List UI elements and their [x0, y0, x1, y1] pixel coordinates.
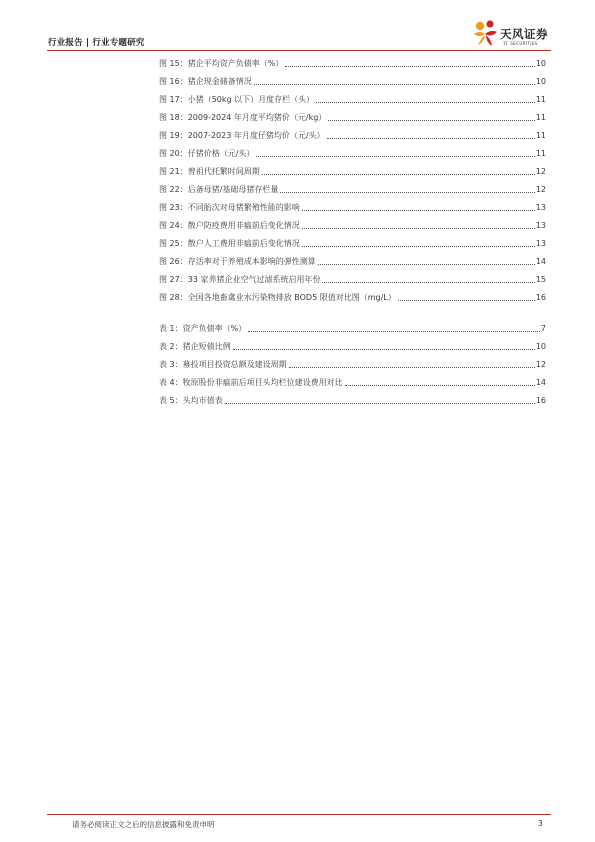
toc-dot-leader [345, 385, 535, 386]
footer-disclaimer: 请务必阅读正文之后的信息披露和免责申明 [72, 820, 215, 829]
toc-entry-page: 13 [535, 239, 546, 248]
toc-entry-figure-21[interactable] [159, 165, 546, 177]
toc-dot-leader [248, 331, 540, 332]
toc-dot-leader [233, 349, 535, 350]
toc-dot-leader [262, 174, 535, 175]
toc-entry-page: 11 [535, 95, 546, 104]
toc-entry-figure-18[interactable] [159, 111, 546, 123]
toc-dot-leader [322, 282, 534, 283]
toc-entry-label: 图 20：仔猪价格（元/头） [159, 149, 255, 158]
tf-logo-icon [470, 18, 500, 48]
toc-entry-figure-24[interactable] [159, 219, 546, 231]
toc-entry-figure-19[interactable] [159, 129, 546, 141]
toc-entry-page: 16 [535, 396, 546, 405]
toc-dot-leader [289, 367, 535, 368]
footer-page-number: 3 [538, 819, 543, 828]
toc-dot-leader [302, 246, 535, 247]
toc-entry-page: 12 [535, 167, 546, 176]
toc-entry-label: 表 4：牧原股份非瘟前后项目头均栏位建设费用对比 [159, 378, 343, 387]
toc-dot-leader [328, 120, 535, 121]
toc-entry-label: 表 3：募投项目投资总额及建设周期 [159, 360, 287, 369]
toc-dot-leader [254, 84, 535, 85]
toc-entry-label: 图 22：后备母猪/基础母猪存栏量 [159, 185, 279, 194]
toc-entry-page: 10 [535, 342, 546, 351]
toc-entry-label: 图 17：小猪（50kg 以下）月度存栏（头） [159, 95, 315, 104]
toc-entry-label: 表 5：头均市值表 [159, 396, 223, 405]
toc-entry-label: 图 23：不同胎次对母猪繁殖性能的影响 [159, 203, 300, 212]
toc-entry-label: 图 15：猪企平均资产负债率（%） [159, 59, 284, 68]
toc-entry-figure-16[interactable] [159, 75, 546, 87]
toc-dot-leader [316, 102, 535, 103]
toc-entry-table-5[interactable] [159, 394, 546, 406]
toc-entry-label: 图 18：2009-2024 年月度平均猪价（元/kg） [159, 113, 327, 122]
toc-dot-leader [327, 138, 535, 139]
toc-entry-page: 14 [535, 378, 546, 387]
toc-entry-table-3[interactable] [159, 358, 546, 370]
toc-dot-leader [280, 192, 534, 193]
toc-entry-page: 7 [540, 324, 546, 333]
toc-entry-page: 15 [535, 275, 546, 284]
toc-entry-figure-25[interactable] [159, 237, 546, 249]
toc-entry-page: 12 [535, 360, 546, 369]
toc-entry-label: 图 27：33 家养猪企业空气过滤系统启用年份 [159, 275, 321, 284]
toc-entry-page: 13 [535, 203, 546, 212]
toc-entry-page: 14 [535, 257, 546, 266]
toc-dot-leader [318, 264, 535, 265]
toc-entry-figure-26[interactable] [159, 255, 546, 267]
toc-dot-leader [302, 228, 535, 229]
toc-entry-figure-17[interactable] [159, 93, 546, 105]
toc-entry-label: 图 28：全国各地畜禽业水污染物排放 BOD5 限值对比图（mg/L） [159, 293, 396, 302]
toc-entry-page: 11 [535, 149, 546, 158]
toc-entry-figure-27[interactable] [159, 273, 546, 285]
toc-entry-page: 12 [535, 185, 546, 194]
toc-dot-leader [225, 403, 535, 404]
toc-entry-figure-28[interactable] [159, 291, 546, 303]
toc-dot-leader [285, 66, 534, 67]
toc-entry-label: 图 24：散户防疫费用非瘟前后变化情况 [159, 221, 300, 230]
toc-entry-label: 表 2：猪企短债比例 [159, 342, 231, 351]
header-divider [47, 50, 551, 51]
toc-entry-figure-15[interactable] [159, 57, 546, 69]
logo-chinese-name: 天风证券 [500, 27, 548, 41]
toc-entry-label: 图 19：2007-2023 年月度仔猪均价（元/头） [159, 131, 325, 140]
toc-entry-figure-20[interactable] [159, 147, 546, 159]
toc-entry-table-4[interactable] [159, 376, 546, 388]
toc-entry-page: 13 [535, 221, 546, 230]
footer-divider [47, 814, 551, 815]
toc-dot-leader [398, 300, 535, 301]
toc-entry-label: 图 26：存活率对于养殖成本影响的弹性测算 [159, 257, 316, 266]
toc-entry-page: 10 [535, 77, 546, 86]
toc-entry-table-2[interactable] [159, 340, 546, 352]
toc-entry-page: 11 [535, 113, 546, 122]
toc-dot-leader [256, 156, 534, 157]
toc-entry-table-1[interactable] [159, 322, 546, 334]
header-report-type: 行业报告 | 行业专题研究 [48, 38, 145, 48]
toc-entry-page: 10 [535, 59, 546, 68]
toc-entry-page: 11 [535, 131, 546, 140]
toc-entry-label: 图 16：猪企现金储备情况 [159, 77, 252, 86]
toc-entry-figure-23[interactable] [159, 201, 546, 213]
toc-entry-page: 16 [535, 293, 546, 302]
toc-entry-label: 图 21：曾祖代托繁时间周期 [159, 167, 260, 176]
company-logo [470, 18, 560, 50]
toc-dot-leader [302, 210, 535, 211]
toc-entry-label: 表 1：资产负债率（%） [159, 324, 247, 333]
logo-english-name: TF SECURITIES [503, 41, 538, 46]
toc-entry-figure-22[interactable] [159, 183, 546, 195]
toc-entry-label: 图 25：散户人工费用非瘟前后变化情况 [159, 239, 300, 248]
